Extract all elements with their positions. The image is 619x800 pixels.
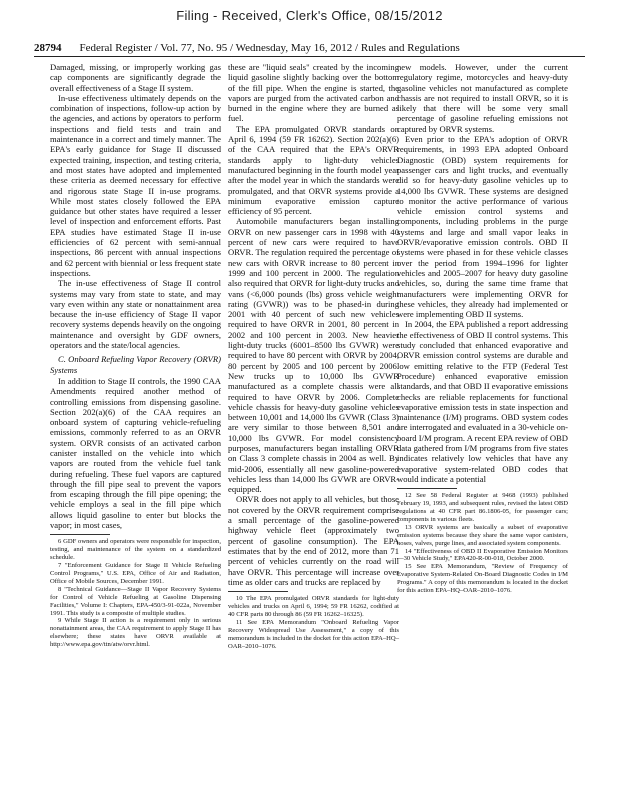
paragraph: Even prior to the EPA's adoption of ORVR requirements, in 1993 EPA adopted Onboard Diagnostic (OBD) system requirements for passenger cars and light trucks, and eventually did so for heavy-duty gasoline vehicles up to 14,000 lbs GVWR. These systems are designed to monitor the active performance of various vehicle emission control systems and components, including problems in the purge systems and large and small vapor leaks in ORVR/evaporative emission controls. OBD II systems were phased in for these vehicle classes over the period from 1994–1996 for lighter vehicles and 2005–2007 for heavy duty gasoline vehicles, so, during the same time frame that manufacturers were implementing ORVR for these vehicles, they already had implemented or were implementing OBD II systems.	[397, 134, 568, 320]
paragraph: In addition to Stage II controls, the 1990 CAA Amendments required another method of controlling emissions from dispensing gasoline. Section 202(a)(6) of the CAA requires an onboard system of capturing vehicle-refueling emissions, commonly referred to as an ORVR system. ORVR consists of an activated carbon canister installed on the vehicle into which vapors are routed from the vehicle fuel tank during refueling. These fuel vapors are captured through the fill pipe seal to prevent the vapors from escaping through the fill pipe opening; the vehicle employs a seal in the fill pipe which allows liquid gasoline to enter but blocks the vapor; in most cases,	[50, 375, 221, 531]
header-rule	[34, 56, 585, 57]
footnote: 9 While Stage II action is a requirement only in serious nonattainment areas, the CAA requirement to apply Stage II has elsewhere; these states have ORVR available at http://www.epa.gov/ttn/atw/orvr.html.	[50, 617, 221, 649]
column-1	[50, 62, 221, 649]
footnote: 11 See EPA Memorandum "Onboard Refueling Vapor Recovery Widespread Use Assessment," a copy of this memorandum is included in the docket for this action EPA–HQ–OAR–2010–1076.	[228, 618, 399, 650]
footnote: 10 The EPA promulgated ORVR standards for light-duty vehicles and trucks on April 6, 1994; 59 FR 16262, codified at 40 CFR parts 80 through 86 (59 FR 16262–16325).	[228, 595, 399, 618]
footnote: 13 ORVR systems are basically a subset of evaporative emission systems because they share the same vapor canisters, hoses, valves, purge lines, and associated system components.	[397, 523, 568, 547]
paragraph: Automobile manufacturers began installing ORVR on new passenger cars in 1998 with 40 percent of new cars were required to have ORVR. The regulation required the percentage of new cars with ORVR increase to 80 percent in 1999 and 100 percent in 2000. The regulation also required that ORVR for light-duty trucks and vans (<6,000 pounds (lbs) gross vehicle weight rating (GVWR)) was to be phased-in during 2001 with 40 percent of such new vehicles required to have ORVR in 2001, 80 percent in 2002 and 100 percent in 2003. New heavier light-duty trucks (6001–8500 lbs GVWR) were required to have 80 percent with ORVR by 2004, 80 percent by 2005 and 100 percent by 2006. New trucks up to 10,000 lbs GVWR manufactured as a complete chassis were all required to have ORVR by 2006. Complete vehicle chassis for heavy-duty gasoline vehicles between 10,001 and 14,000 lbs GVWR (Class 3) are very similar to those between 8,501 and 10,000 lbs GVWR. For model consistency purposes, manufacturers began installing ORVR on Class 3 complete chassis in 2004 as well. By mid-2006, essentially all new gasoline-powered vehicles less than 14,000 lbs GVWR are ORVR-equipped.	[228, 216, 399, 495]
paragraph: ORVR does not apply to all vehicles, but those not covered by the ORVR requirement comprise a small percentage of the gasoline-powered highway vehicle fleet (approximately two percent of gasoline consumption). The EPA estimates that by the end of 2012, more than 71 percent of vehicles currently on the road will have ORVR. This percentage will increase over time as older cars and trucks are replaced by	[228, 494, 399, 587]
section-heading: C. Onboard Refueling Vapor Recovery (ORVR) Systems	[50, 354, 221, 375]
footnote: 6 GDF owners and operators were responsible for inspection, testing, and maintenance of the system on a standardized schedule.	[50, 538, 221, 562]
footnote-rule	[397, 488, 457, 489]
page-header	[34, 42, 585, 56]
paragraph: In 2004, the EPA published a report addressing the effectiveness of OBD II control systems. This study concluded that enhanced evaporative and ORVR emission control systems are durable and low emitting relative to the FTP (Federal Test Procedure) enhanced evaporative emission standards, and that OBD II evaporative emissions checks are reliable replacements for functional evaporative emission tests in state inspection and maintenance (I/M) programs. OBD system codes are interrogated and evaluated in a 30-vehicle on-board I/M program. A recent EPA review of OBD data gathered from I/M programs from five states indicates relatively low vehicles that have any evaporative system-related OBD codes that would indicate a potential	[397, 319, 568, 484]
footnote: 7 "Enforcement Guidance for Stage II Vehicle Refueling Control Programs," U.S. EPA, Office of Air and Radiation, Office of Mobile Sources, December 1991.	[50, 562, 221, 585]
paragraph: these are "liquid seals" created by the incoming liquid gasoline slightly backing over the bottom of the fill pipe. When the engine is started, the vapors are purged from the activated carbon and burned in the engine where they are burned as fuel.	[228, 62, 399, 124]
footnote: 15 See EPA Memorandum, "Review of Frequency of Evaporative System-Related On-Board Diagnostic Codes in I/M Programs." A copy of this memorandum is located in the docket for this action EPA–HQ–OAR–2010–1076.	[397, 563, 568, 595]
column-3	[397, 62, 568, 595]
footnote-rule	[50, 534, 110, 535]
column-2	[228, 62, 399, 650]
running-title: Federal Register / Vol. 77, No. 95 / Wednesday, May 16, 2012 / Rules and Regulations	[79, 42, 460, 54]
footnote: 14 "Effectiveness of OBD II Evaporative Emission Monitors—30 Vehicle Study," EPA420-R-00-018, October 2000.	[397, 547, 568, 563]
paragraph: Damaged, missing, or improperly working gas cap components are significantly degrade the overall effectiveness of a Stage II system.	[50, 62, 221, 93]
paragraph: new models. However, under the current regulatory regime, motorcycles and heavy-duty gasoline vehicles not manufactured as complete chassis are not required to install ORVR, so it is likely that there will be some very small percentage of gasoline refueling emissions not captured by ORVR systems.	[397, 62, 568, 134]
paragraph: The in-use effectiveness of Stage II control systems may vary from state to state, and may vary even within any state or nonattainment area because the in-use efficiency of Stage II vapor recovery systems depends heavily on the ongoing maintenance and oversight by GDF owners, operators and the state/local agencies.	[50, 278, 221, 351]
page-number: 28794	[34, 42, 62, 54]
paragraph: In-use effectiveness ultimately depends on the combination of inspections, follow-up action by the agencies, and actions by operators to perform inspections and field tests and train and maintenance in a correct and timely manner. The EPA's early guidance for Stage II discussed expected training, inspection, and testing criteria, and most states have adopted and implemented these criteria as deemed necessary for effective and rigorous state Stage II in-use programs. While most states closely followed the EPA guidance but other states have required a lesser level of inspection and enforcement efforts. Past EPA studies have estimated Stage II in-use efficiencies of 62 percent with semi-annual inspections, 86 percent with annual inspections and 62 percent with biennial or less frequent state inspections.	[50, 92, 221, 278]
paragraph: The EPA promulgated ORVR standards on April 6, 1994 (59 FR 16262). Section 202(a)(6) of the CAA required that the EPA's ORVR standards apply to light-duty vehicles manufactured beginning in the fourth model year after the model year in which the standards were promulgated, and that ORVR systems provide a minimum evaporative emission capture efficiency of 95 percent.	[228, 123, 399, 217]
filing-stamp: Filing - Received, Clerk's Office, 08/15/2012	[176, 8, 443, 23]
footnote-rule	[228, 591, 288, 592]
footnote: 12 See 58 Federal Register at 9468 (1993) published February 19, 1993, and subsequent rules, revised the latest OBD regulations at 40 CFR part 86.1806-05, for passenger cars; components in various fleets.	[397, 492, 568, 523]
footnote: 8 "Technical Guidance—Stage II Vapor Recovery Systems for Control of Vehicle Refueling at Gasoline Dispensing Facilities," Volume I: Chapters, EPA-450/3-91-022a, November 1991. This study is a composite of multiple studies.	[50, 585, 221, 617]
